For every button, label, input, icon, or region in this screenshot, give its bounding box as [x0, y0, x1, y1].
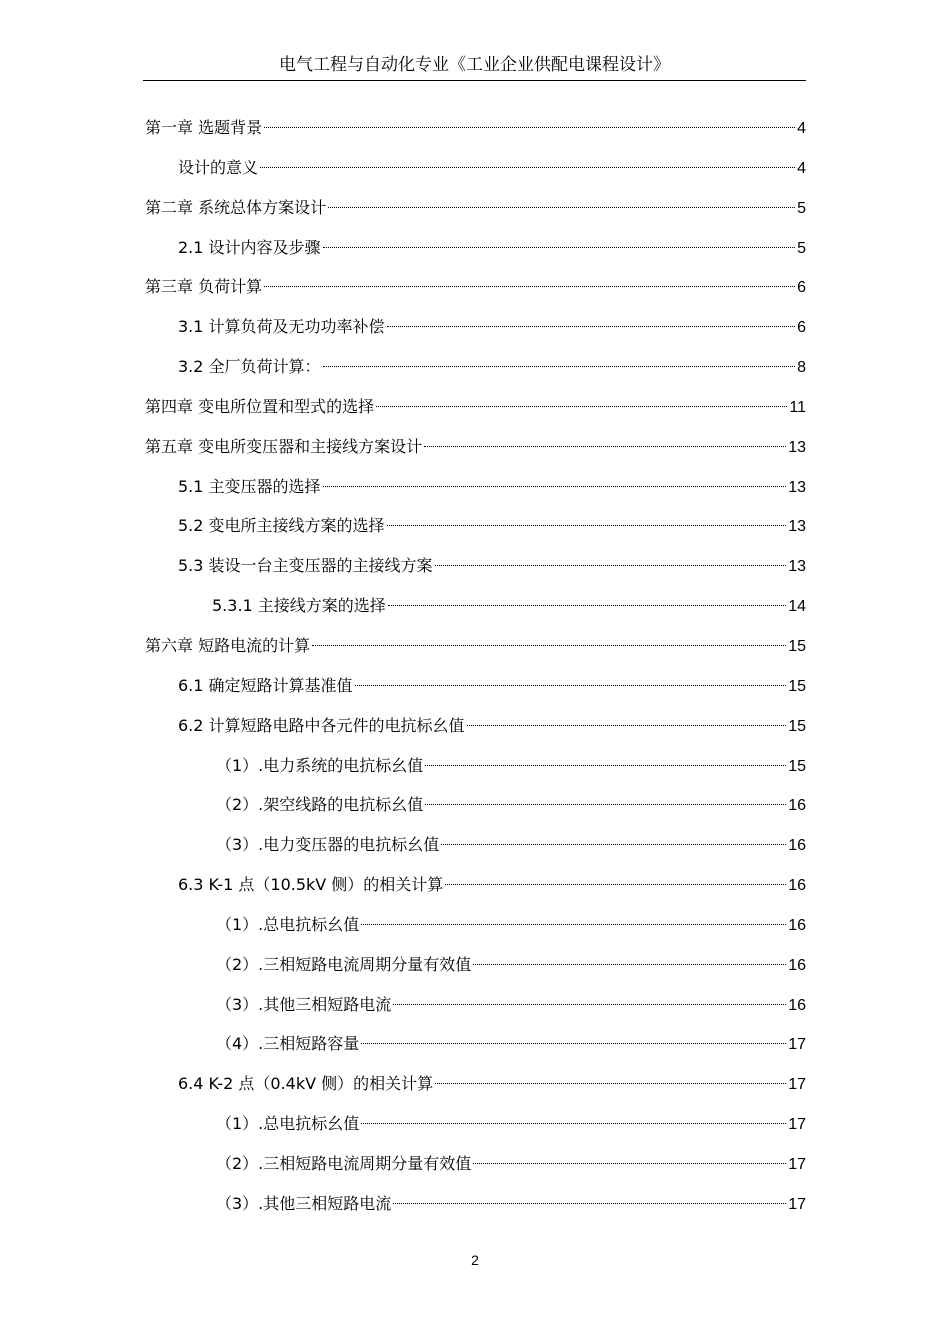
toc-dot-leader: [376, 406, 787, 407]
toc-entry-title: 6.4 K-2 点（0.4kV 侧）的相关计算: [178, 1074, 434, 1094]
toc-entry-page: 13: [788, 518, 806, 536]
page-header-title: 电气工程与自动化专业《工业企业供配电课程设计》: [279, 55, 670, 75]
toc-entry-page: 6: [797, 279, 806, 297]
toc-entry[interactable]: [143, 387, 806, 427]
toc-dot-leader: [435, 1083, 786, 1084]
toc-dot-leader: [323, 486, 787, 487]
toc-dot-leader: [388, 605, 786, 606]
toc-entry-title: 设计的意义: [178, 157, 259, 177]
toc-entry-title: 第一章 选题背景: [145, 118, 263, 137]
toc-entry[interactable]: [143, 706, 806, 746]
toc-entry-page: 17: [788, 1116, 806, 1134]
toc-dot-leader: [425, 804, 786, 805]
toc-entry-title: 5.3 装设一台主变压器的主接线方案: [178, 556, 433, 576]
toc-entry[interactable]: [143, 746, 806, 786]
toc-entry-title: 6.2 计算短路电路中各元件的电抗标幺值: [178, 715, 465, 735]
toc-entry-page: 5: [797, 199, 806, 217]
toc-entry-title: （2）.架空线路的电抗标幺值: [216, 795, 424, 815]
toc-entry-page: 16: [788, 956, 806, 974]
toc-dot-leader: [328, 207, 795, 208]
toc-dot-leader: [393, 1004, 786, 1005]
toc-dot-leader: [312, 645, 786, 646]
toc-entry-page: 5: [797, 239, 806, 257]
toc-entry[interactable]: [143, 785, 806, 825]
toc-entry[interactable]: [143, 666, 806, 706]
toc-dot-leader: [467, 725, 787, 726]
toc-entry[interactable]: [143, 825, 806, 865]
toc-dot-leader: [260, 167, 795, 168]
toc-dot-leader: [264, 127, 795, 128]
toc-entry[interactable]: [143, 865, 806, 905]
toc-entry-title: 6.3 K-1 点（10.5kV 侧）的相关计算: [178, 875, 444, 895]
toc-entry-title: 第六章 短路电流的计算: [145, 635, 311, 655]
toc-entry-page: 13: [788, 478, 806, 496]
toc-entry-page: 15: [788, 637, 806, 655]
toc-dot-leader: [323, 366, 796, 367]
toc-dot-leader: [264, 286, 795, 287]
toc-entry-title: （3）.其他三相短路电流: [216, 1193, 392, 1213]
toc-entry[interactable]: [143, 905, 806, 945]
toc-entry-title: 3.1 计算负荷及无功功率补偿: [178, 317, 385, 337]
toc-dot-leader: [425, 765, 786, 766]
page-number: 2: [471, 1252, 479, 1268]
toc-entry-title: 第五章 变电所变压器和主接线方案设计: [145, 436, 423, 456]
toc-entry-title: 第四章 变电所位置和型式的选择: [145, 396, 375, 416]
toc-dot-leader: [387, 525, 787, 526]
toc-entry[interactable]: [143, 267, 806, 307]
toc-entry-title: 第三章 负荷计算: [145, 277, 263, 297]
toc-entry[interactable]: [143, 347, 806, 387]
toc-entry[interactable]: [143, 228, 806, 268]
toc-dot-leader: [445, 884, 786, 885]
toc-entry[interactable]: [143, 307, 806, 347]
toc-dot-leader: [424, 446, 786, 447]
toc-entry-page: 13: [788, 558, 806, 576]
toc-entry-page: 4: [797, 159, 806, 177]
toc-entry-page: 16: [788, 797, 806, 815]
table-of-contents: [143, 108, 806, 1224]
toc-entry[interactable]: [143, 626, 806, 666]
toc-entry-page: 16: [788, 916, 806, 934]
toc-entry-title: 3.2 全厂负荷计算：: [178, 357, 321, 377]
toc-dot-leader: [393, 1203, 786, 1204]
toc-entry-page: 11: [789, 398, 806, 416]
toc-entry[interactable]: [143, 1064, 806, 1104]
toc-entry-page: 4: [797, 120, 806, 137]
toc-dot-leader: [361, 1123, 786, 1124]
toc-dot-leader: [323, 247, 796, 248]
toc-entry-page: 17: [788, 1036, 806, 1054]
toc-entry-title: （2）.三相短路电流周期分量有效值: [216, 954, 472, 974]
toc-entry-page: 16: [788, 877, 806, 895]
toc-entry-title: （3）.电力变压器的电抗标幺值: [216, 835, 440, 855]
toc-dot-leader: [473, 964, 786, 965]
toc-entry-title: 5.1 主变压器的选择: [178, 476, 321, 496]
toc-entry[interactable]: [143, 188, 806, 228]
header-rule: [143, 80, 806, 81]
toc-entry-title: （4）.三相短路容量: [216, 1034, 360, 1054]
toc-entry-page: 8: [797, 359, 806, 377]
toc-entry-title: 第二章 系统总体方案设计: [145, 197, 327, 217]
toc-entry[interactable]: [143, 108, 806, 148]
toc-entry-title: （1）.电力系统的电抗标幺值: [216, 755, 424, 775]
toc-entry[interactable]: [143, 1104, 806, 1144]
toc-entry[interactable]: [143, 1024, 806, 1064]
toc-dot-leader: [435, 565, 787, 566]
toc-entry-page: 14: [788, 598, 806, 616]
toc-entry-page: 17: [788, 1076, 806, 1094]
toc-dot-leader: [473, 1163, 786, 1164]
toc-entry-title: 5.3.1 主接线方案的选择: [212, 596, 386, 616]
toc-entry-title: 2.1 设计内容及步骤: [178, 237, 321, 257]
toc-entry[interactable]: [143, 546, 806, 586]
toc-dot-leader: [441, 844, 786, 845]
toc-dot-leader: [387, 326, 796, 327]
toc-entry[interactable]: [143, 467, 806, 507]
toc-entry-page: 15: [788, 717, 806, 735]
toc-entry-page: 17: [788, 1195, 806, 1213]
toc-entry[interactable]: [143, 148, 806, 188]
toc-entry[interactable]: [143, 945, 806, 985]
toc-entry-page: 6: [797, 319, 806, 337]
toc-dot-leader: [361, 924, 786, 925]
toc-entry[interactable]: [143, 506, 806, 546]
toc-entry[interactable]: [143, 586, 806, 626]
toc-entry-title: （1）.总电抗标幺值: [216, 914, 360, 934]
toc-entry-title: （2）.三相短路电流周期分量有效值: [216, 1153, 472, 1173]
toc-entry-title: （1）.总电抗标幺值: [216, 1114, 360, 1134]
toc-entry-page: 15: [788, 757, 806, 775]
toc-entry-page: 16: [788, 837, 806, 855]
toc-dot-leader: [361, 1043, 786, 1044]
toc-entry-title: 5.2 变电所主接线方案的选择: [178, 516, 385, 536]
toc-entry-page: 15: [788, 677, 806, 695]
toc-entry[interactable]: [143, 985, 806, 1025]
toc-entry[interactable]: [143, 1184, 806, 1224]
toc-entry-page: 13: [788, 438, 806, 456]
toc-dot-leader: [355, 685, 787, 686]
toc-entry[interactable]: [143, 1144, 806, 1184]
toc-entry-title: （3）.其他三相短路电流: [216, 994, 392, 1014]
toc-entry-page: 16: [788, 996, 806, 1014]
toc-entry-page: 17: [788, 1155, 806, 1173]
toc-entry[interactable]: [143, 427, 806, 467]
toc-entry-title: 6.1 确定短路计算基准值: [178, 675, 353, 695]
